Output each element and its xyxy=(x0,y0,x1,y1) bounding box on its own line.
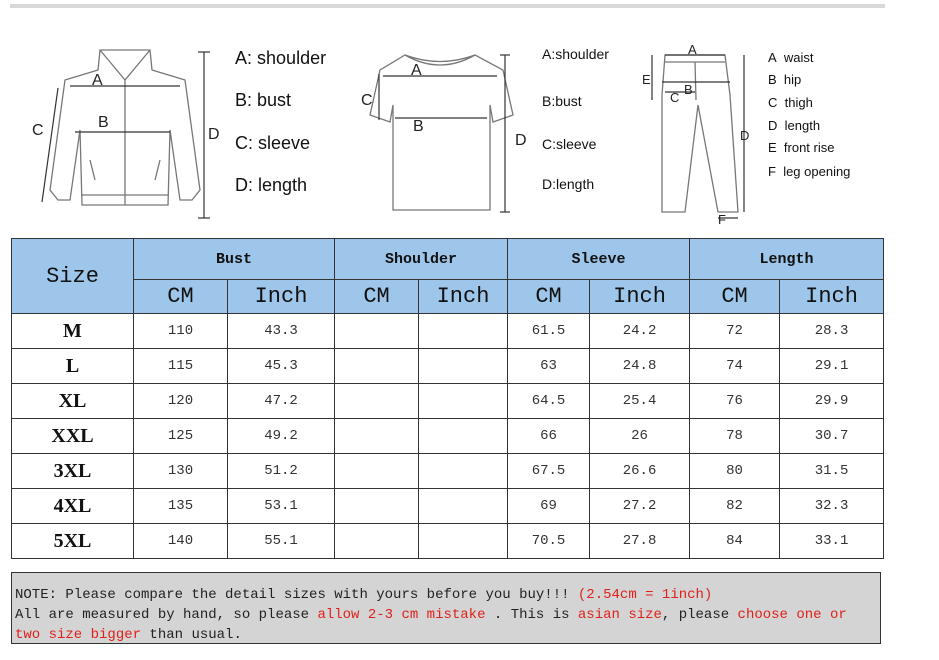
value-cell: 43.3 xyxy=(228,314,335,349)
value-cell: 135 xyxy=(134,489,228,524)
value-cell: 115 xyxy=(134,349,228,384)
table-row xyxy=(12,384,884,419)
jacket-illustration xyxy=(20,40,220,220)
value-cell xyxy=(419,419,508,454)
table-header-units xyxy=(12,280,884,314)
value-cell: 28.3 xyxy=(780,314,884,349)
table-row xyxy=(12,419,884,454)
value-cell xyxy=(335,384,419,419)
value-cell: 84 xyxy=(690,524,780,559)
table-header-groups xyxy=(12,239,884,280)
value-cell: 72 xyxy=(690,314,780,349)
pants-label-b: B hip xyxy=(768,72,802,87)
group-header-shoulder: Shoulder xyxy=(335,239,508,280)
unit-header: Inch xyxy=(780,280,884,314)
table-row xyxy=(12,454,884,489)
pants-label-d: D length xyxy=(768,118,821,133)
unit-header: Inch xyxy=(590,280,690,314)
pants-mark-c: C xyxy=(670,90,680,105)
size-cell: XL xyxy=(12,384,134,419)
value-cell: 30.7 xyxy=(780,419,884,454)
value-cell: 125 xyxy=(134,419,228,454)
jacket-mark-d: D xyxy=(208,126,220,143)
value-cell xyxy=(335,524,419,559)
value-cell: 55.1 xyxy=(228,524,335,559)
size-cell: XXL xyxy=(12,419,134,454)
value-cell: 31.5 xyxy=(780,454,884,489)
tshirt-label-d: D:length xyxy=(542,176,595,192)
value-cell: 49.2 xyxy=(228,419,335,454)
pants-mark-b: B xyxy=(684,82,693,97)
unit-header: CM xyxy=(335,280,419,314)
jacket-mark-a: A xyxy=(92,72,103,89)
value-cell: 29.9 xyxy=(780,384,884,419)
unit-header: Inch xyxy=(419,280,508,314)
measurement-note xyxy=(11,572,881,644)
jacket-label-a: A: shoulder xyxy=(235,48,327,68)
pants-mark-f: F xyxy=(718,212,726,227)
value-cell xyxy=(335,454,419,489)
pants-mark-e: E xyxy=(642,72,651,87)
jacket-label-b: B: bust xyxy=(235,90,292,110)
pants-label-f: F leg opening xyxy=(768,164,851,179)
tshirt-mark-b: B xyxy=(413,118,424,135)
group-header-bust: Bust xyxy=(134,239,335,280)
size-cell: L xyxy=(12,349,134,384)
size-cell: 4XL xyxy=(12,489,134,524)
jacket-mark-c: C xyxy=(32,122,44,139)
table-row xyxy=(12,524,884,559)
value-cell: 24.8 xyxy=(590,349,690,384)
jacket-diagram xyxy=(20,40,360,220)
value-cell: 82 xyxy=(690,489,780,524)
value-cell: 24.2 xyxy=(590,314,690,349)
value-cell xyxy=(419,489,508,524)
top-divider xyxy=(10,4,885,8)
value-cell: 140 xyxy=(134,524,228,559)
unit-header: CM xyxy=(690,280,780,314)
value-cell: 76 xyxy=(690,384,780,419)
size-cell: 5XL xyxy=(12,524,134,559)
value-cell: 80 xyxy=(690,454,780,489)
value-cell: 66 xyxy=(508,419,590,454)
tshirt-mark-c: C xyxy=(361,92,373,109)
size-column-header: Size xyxy=(12,239,134,314)
pants-label-e: E front rise xyxy=(768,140,835,155)
size-cell: M xyxy=(12,314,134,349)
value-cell: 67.5 xyxy=(508,454,590,489)
table-row xyxy=(12,489,884,524)
pants-diagram xyxy=(640,40,885,230)
value-cell: 25.4 xyxy=(590,384,690,419)
value-cell: 69 xyxy=(508,489,590,524)
pants-mark-a: A xyxy=(688,42,697,57)
tshirt-label-c: C:sleeve xyxy=(542,136,597,152)
jacket-mark-b: B xyxy=(98,114,109,131)
value-cell: 130 xyxy=(134,454,228,489)
group-header-sleeve: Sleeve xyxy=(508,239,690,280)
value-cell: 53.1 xyxy=(228,489,335,524)
value-cell: 27.2 xyxy=(590,489,690,524)
value-cell xyxy=(335,419,419,454)
value-cell: 26 xyxy=(590,419,690,454)
value-cell: 64.5 xyxy=(508,384,590,419)
unit-header: CM xyxy=(508,280,590,314)
tshirt-label-b: B:bust xyxy=(542,93,582,109)
note-line-1: NOTE: Please compare the detail sizes with yours before you buy!!! (2.54cm = 1inch) xyxy=(15,587,713,603)
value-cell xyxy=(419,349,508,384)
value-cell: 110 xyxy=(134,314,228,349)
value-cell: 74 xyxy=(690,349,780,384)
value-cell: 47.2 xyxy=(228,384,335,419)
table-row xyxy=(12,314,884,349)
value-cell: 32.3 xyxy=(780,489,884,524)
value-cell: 29.1 xyxy=(780,349,884,384)
size-cell: 3XL xyxy=(12,454,134,489)
value-cell xyxy=(419,384,508,419)
jacket-label-c: C: sleeve xyxy=(235,133,311,153)
tshirt-mark-a: A xyxy=(411,62,422,79)
unit-header: Inch xyxy=(228,280,335,314)
tshirt-diagram xyxy=(355,40,635,220)
size-chart-table xyxy=(11,238,884,559)
pants-label-a: A waist xyxy=(768,50,814,65)
value-cell xyxy=(335,314,419,349)
value-cell: 70.5 xyxy=(508,524,590,559)
group-header-length: Length xyxy=(690,239,884,280)
unit-header: CM xyxy=(134,280,228,314)
value-cell xyxy=(335,489,419,524)
tshirt-label-a: A:shoulder xyxy=(542,46,609,62)
note-line-2: All are measured by hand, so please allow 2-3 cm mistake . This is asian size, please choose one or two size bigger than usual. xyxy=(15,607,847,643)
value-cell xyxy=(335,349,419,384)
value-cell: 26.6 xyxy=(590,454,690,489)
pants-label-c: C thigh xyxy=(768,95,813,110)
value-cell: 33.1 xyxy=(780,524,884,559)
value-cell xyxy=(419,454,508,489)
value-cell: 45.3 xyxy=(228,349,335,384)
value-cell: 27.8 xyxy=(590,524,690,559)
value-cell xyxy=(419,314,508,349)
table-row xyxy=(12,349,884,384)
value-cell xyxy=(419,524,508,559)
pants-mark-d: D xyxy=(740,128,750,143)
value-cell: 78 xyxy=(690,419,780,454)
jacket-label-d: D: length xyxy=(235,175,308,195)
value-cell: 61.5 xyxy=(508,314,590,349)
tshirt-mark-d: D xyxy=(515,132,527,149)
value-cell: 51.2 xyxy=(228,454,335,489)
value-cell: 120 xyxy=(134,384,228,419)
tshirt-illustration xyxy=(355,40,515,220)
value-cell: 63 xyxy=(508,349,590,384)
